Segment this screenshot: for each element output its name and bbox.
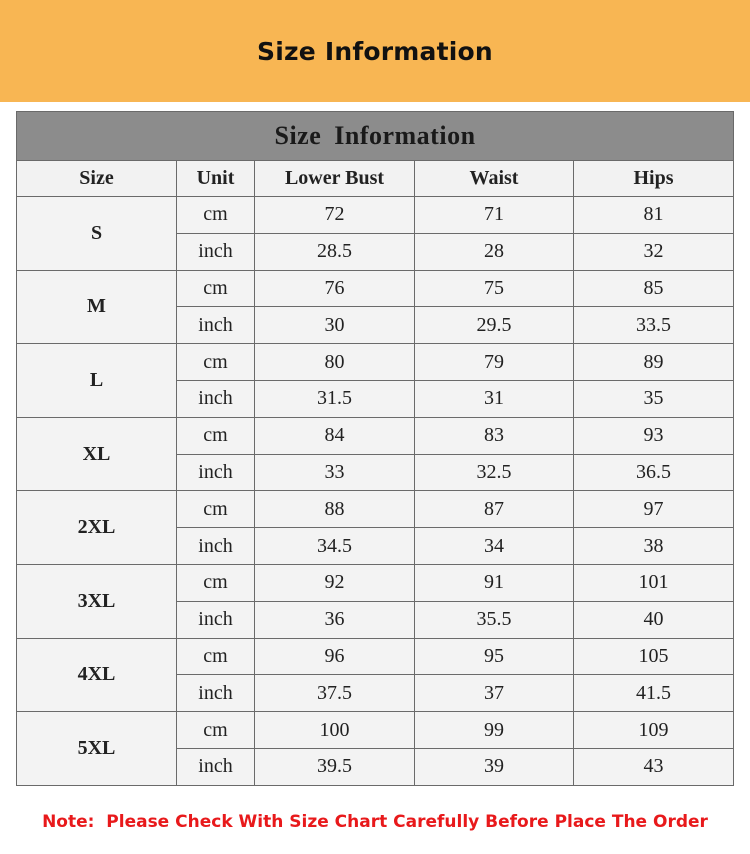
lower-bust-cell: 76 <box>255 270 415 307</box>
lower-bust-cell: 72 <box>255 197 415 234</box>
lower-bust-cell: 84 <box>255 417 415 454</box>
lower-bust-cell: 80 <box>255 344 415 381</box>
hips-cell: 85 <box>574 270 734 307</box>
unit-cell: inch <box>177 454 255 491</box>
waist-cell: 34 <box>415 528 574 565</box>
table-row <box>17 417 734 454</box>
size-label: 3XL <box>17 564 177 638</box>
hips-cell: 97 <box>574 491 734 528</box>
unit-cell: cm <box>177 197 255 234</box>
waist-cell: 29.5 <box>415 307 574 344</box>
unit-cell: inch <box>177 233 255 270</box>
size-table <box>16 111 734 786</box>
size-label: 5XL <box>17 712 177 786</box>
hips-cell: 89 <box>574 344 734 381</box>
unit-cell: cm <box>177 344 255 381</box>
size-label: 2XL <box>17 491 177 565</box>
table-row <box>17 712 734 749</box>
table-row <box>17 270 734 307</box>
waist-cell: 31 <box>415 380 574 417</box>
column-header-unit: Unit <box>177 161 255 197</box>
table-row <box>17 638 734 675</box>
unit-cell: inch <box>177 675 255 712</box>
unit-cell: inch <box>177 528 255 565</box>
lower-bust-cell: 92 <box>255 564 415 601</box>
hips-cell: 36.5 <box>574 454 734 491</box>
waist-cell: 91 <box>415 564 574 601</box>
lower-bust-cell: 36 <box>255 601 415 638</box>
waist-cell: 39 <box>415 748 574 785</box>
lower-bust-cell: 88 <box>255 491 415 528</box>
table-caption: Size Information <box>17 112 734 161</box>
column-header-size: Size <box>17 161 177 197</box>
waist-cell: 95 <box>415 638 574 675</box>
table-row <box>17 197 734 234</box>
hips-cell: 43 <box>574 748 734 785</box>
size-label: M <box>17 270 177 344</box>
lower-bust-cell: 28.5 <box>255 233 415 270</box>
lower-bust-cell: 37.5 <box>255 675 415 712</box>
hips-cell: 35 <box>574 380 734 417</box>
unit-cell: inch <box>177 380 255 417</box>
hips-cell: 38 <box>574 528 734 565</box>
waist-cell: 37 <box>415 675 574 712</box>
unit-cell: cm <box>177 712 255 749</box>
size-label: 4XL <box>17 638 177 712</box>
header-row <box>17 161 734 197</box>
column-header-lower-bust: Lower Bust <box>255 161 415 197</box>
table-row <box>17 344 734 381</box>
hips-cell: 32 <box>574 233 734 270</box>
waist-cell: 79 <box>415 344 574 381</box>
hips-cell: 40 <box>574 601 734 638</box>
unit-cell: cm <box>177 417 255 454</box>
unit-cell: cm <box>177 564 255 601</box>
table-body <box>17 197 734 786</box>
size-label: XL <box>17 417 177 491</box>
banner-title: Size Information <box>257 36 493 66</box>
order-note: Note: Please Check With Size Chart Carefully Before Place The Order <box>42 812 708 832</box>
table-row <box>17 491 734 528</box>
waist-cell: 28 <box>415 233 574 270</box>
lower-bust-cell: 33 <box>255 454 415 491</box>
lower-bust-cell: 30 <box>255 307 415 344</box>
waist-cell: 83 <box>415 417 574 454</box>
lower-bust-cell: 100 <box>255 712 415 749</box>
size-label: L <box>17 344 177 418</box>
waist-cell: 87 <box>415 491 574 528</box>
lower-bust-cell: 96 <box>255 638 415 675</box>
hips-cell: 81 <box>574 197 734 234</box>
hips-cell: 93 <box>574 417 734 454</box>
unit-cell: inch <box>177 601 255 638</box>
lower-bust-cell: 34.5 <box>255 528 415 565</box>
hips-cell: 41.5 <box>574 675 734 712</box>
hips-cell: 33.5 <box>574 307 734 344</box>
unit-cell: inch <box>177 748 255 785</box>
hips-cell: 109 <box>574 712 734 749</box>
unit-cell: cm <box>177 638 255 675</box>
waist-cell: 75 <box>415 270 574 307</box>
hips-cell: 105 <box>574 638 734 675</box>
unit-cell: cm <box>177 270 255 307</box>
unit-cell: cm <box>177 491 255 528</box>
waist-cell: 32.5 <box>415 454 574 491</box>
unit-cell: inch <box>177 307 255 344</box>
lower-bust-cell: 39.5 <box>255 748 415 785</box>
size-label: S <box>17 197 177 271</box>
header-banner <box>0 0 750 102</box>
waist-cell: 99 <box>415 712 574 749</box>
lower-bust-cell: 31.5 <box>255 380 415 417</box>
waist-cell: 71 <box>415 197 574 234</box>
column-header-hips: Hips <box>574 161 734 197</box>
hips-cell: 101 <box>574 564 734 601</box>
waist-cell: 35.5 <box>415 601 574 638</box>
table-row <box>17 564 734 601</box>
column-header-waist: Waist <box>415 161 574 197</box>
